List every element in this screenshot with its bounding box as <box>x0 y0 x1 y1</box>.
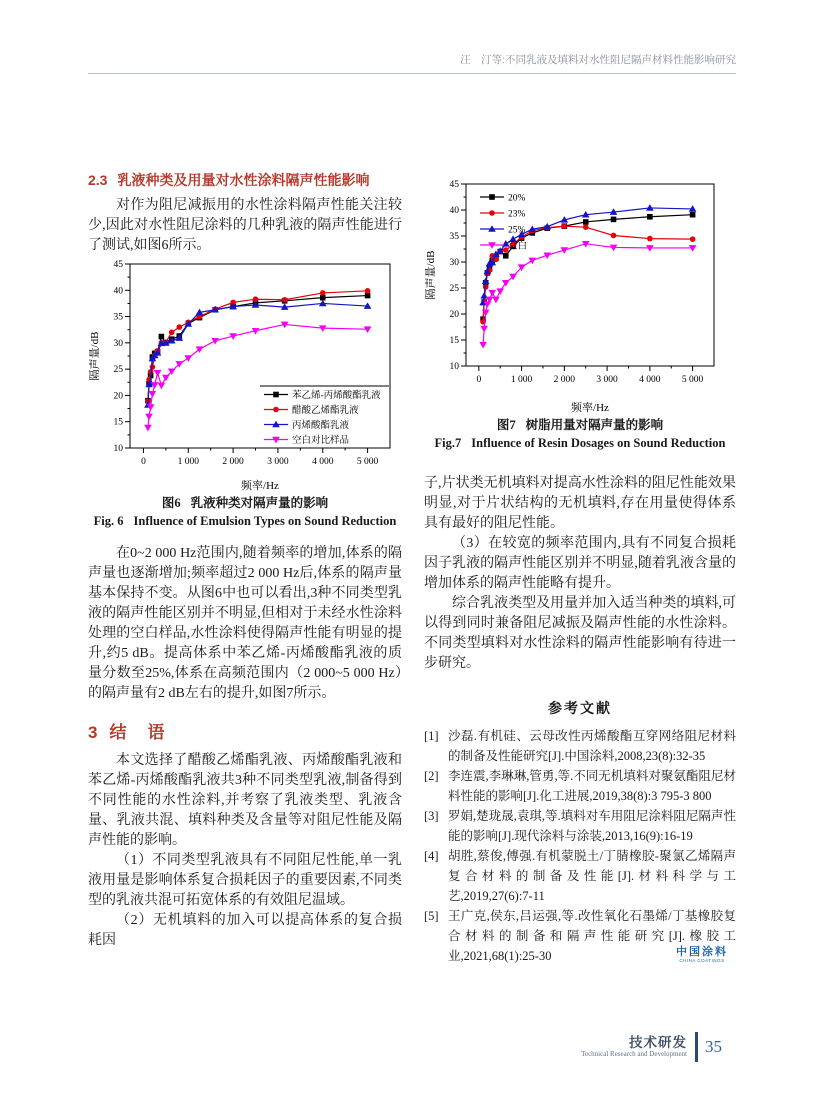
svg-text:苯乙烯-丙烯酸酯乳液: 苯乙烯-丙烯酸酯乳液 <box>292 391 381 401</box>
paragraph-point2-start: （2）无机填料的加入可以提高体系的复合损耗因 <box>88 913 402 948</box>
references-list <box>424 726 736 966</box>
paragraph-conclusion-intro: 本文选择了醋酸乙烯酯乳液、丙烯酸酯乳液和苯乙烯-丙烯酸酯乳液共3种不同类型乳液,制备得到不同性能的水性涂料,并考察了乳液类型、乳液含量、乳液共混、填料种类及含量等对阻尼性能及隔声性能的影响。 <box>88 753 402 848</box>
footer-section-en: Technical Research and Development <box>581 1050 687 1058</box>
reference-item: [4] 胡胜,蔡俊,傅强.有机蒙脱土/丁腈橡胶-聚氯乙烯隔声复合材料的制备及性能[J].材料科学与工艺,2019,27(6):7-11 <box>424 849 736 903</box>
svg-text:45: 45 <box>113 260 123 270</box>
footer-divider-bar <box>695 1032 698 1062</box>
svg-text:25: 25 <box>449 284 459 294</box>
paragraph-summary: 综合乳液类型及用量并加入适当种类的填料,可以得到同时兼备阻尼减振及隔声性能的水性涂料。不同类型填料对水性涂料的隔声性能影响有待进一步研究。 <box>424 596 736 671</box>
svg-text:10: 10 <box>449 362 459 372</box>
svg-text:15: 15 <box>113 417 123 428</box>
svg-text:0: 0 <box>476 375 482 385</box>
svg-text:2 000: 2 000 <box>553 375 576 385</box>
fig7-line-chart <box>424 170 726 416</box>
right-column <box>424 170 736 966</box>
svg-text:1 000: 1 000 <box>177 457 199 467</box>
reference-item: [3] 罗娟,楚珑晟,袁琪,等.填料对车用阻尼涂料阻尼隔声性能的影响[J].现代涂料与涂装,2013,16(9):16-19 <box>424 809 736 843</box>
svg-text:20: 20 <box>449 310 459 320</box>
svg-text:25: 25 <box>113 365 123 376</box>
paragraph-intro: 对作为阻尼减振用的水性涂料隔声性能关注较少,因此对水性阻尼涂料的几种乳液的隔声性能进行了测试,如图6所示。 <box>88 198 402 253</box>
svg-text:3 000: 3 000 <box>596 375 618 385</box>
svg-text:10: 10 <box>113 444 123 454</box>
svg-text:25%: 25% <box>508 225 526 236</box>
section-3-heading <box>88 718 402 743</box>
page-number: 35 <box>705 1037 722 1056</box>
svg-text:35: 35 <box>113 312 123 323</box>
svg-text:15: 15 <box>449 336 459 346</box>
svg-text:20%: 20% <box>508 193 526 204</box>
svg-text:空白对比样品: 空白对比样品 <box>292 436 350 446</box>
svg-text:频率/Hz: 频率/Hz <box>571 402 609 414</box>
svg-text:3 000: 3 000 <box>267 457 289 467</box>
svg-text:5 000: 5 000 <box>681 375 704 385</box>
svg-text:隔声量/dB: 隔声量/dB <box>425 250 437 300</box>
left-column <box>88 170 402 951</box>
paragraph-analysis: 在0~2 000 Hz范围内,随着频率的增加,体系的隔声量也逐渐增加;频率超过2 000 Hz后,体系的隔声量基本保持不变。从图6中也可以看出,3种不同类型乳液的隔声性能区别并不明显,但相对于未经水性涂料处理的空白样品,水性涂料使得隔声性能有明显的提升,约5 dB。提高体系中苯乙烯-丙烯酸酯乳液的质量分数至25%,体系在高频范围内（2 000~5 000 Hz）的隔声量有2 dB左右的提升,如图7所示。 <box>88 546 402 701</box>
svg-text:45: 45 <box>449 180 459 190</box>
svg-text:30: 30 <box>113 338 123 349</box>
svg-text:隔声量/dB: 隔声量/dB <box>89 331 101 381</box>
section-2-3-heading <box>88 170 402 190</box>
fig6-caption-en: Fig. 6 Influence of Emulsion Types on Sound Reduction <box>93 514 397 528</box>
svg-text:40: 40 <box>449 206 459 216</box>
section-number: 2.3 <box>88 172 108 188</box>
running-head: 汪 汀等:不同乳液及填料对水性阻尼隔声材料性能影响研究 <box>460 54 736 66</box>
section-title: 结 语 <box>109 723 167 742</box>
china-coatings-logo: 中国涂料 CHINA COATINGS <box>676 946 728 963</box>
svg-text:空白: 空白 <box>508 241 528 252</box>
fig6-line-chart <box>88 256 402 494</box>
fig7-caption-en: Fig.7 Influence of Resin Dosages on Sound Reduction <box>434 436 726 450</box>
paragraph-point2-cont: 子,片状类无机填料对提高水性涂料的阻尼性能效果明显,对于片状结构的无机填料,存在用量使得体系具有最好的阻尼性能。 <box>424 476 736 531</box>
reference-item: [1] 沙磊.有机硅、云母改性丙烯酸酯互穿网络阻尼材料的制备及性能研究[J].中国涂料,2008,23(8):32-35 <box>424 729 736 763</box>
svg-text:5 000: 5 000 <box>356 457 379 467</box>
svg-text:频率/Hz: 频率/Hz <box>241 480 279 492</box>
footer-section-zh: 技术研发 <box>629 1035 687 1050</box>
svg-text:醋酸乙烯酯乳液: 醋酸乙烯酯乳液 <box>292 406 359 416</box>
svg-text:丙烯酸酯乳液: 丙烯酸酯乳液 <box>292 421 350 431</box>
svg-text:1 000: 1 000 <box>510 375 533 385</box>
svg-text:23%: 23% <box>508 209 526 220</box>
svg-text:40: 40 <box>113 286 123 297</box>
svg-text:2 000: 2 000 <box>222 457 244 467</box>
svg-text:0: 0 <box>141 457 146 467</box>
fig6-caption-zh: 图6 乳液种类对隔声量的影响 <box>161 496 329 510</box>
header-rule <box>88 73 736 74</box>
reference-item: [5] 王广克,侯东,吕运强,等.改性氧化石墨烯/丁基橡胶复合材料的制备和隔声性能研究[J].橡胶工业,2021,68(1):25-30 <box>424 909 736 963</box>
reference-item: [2] 李连震,李琳琳,管勇,等.不同无机填料对聚氨酯阻尼材料性能的影响[J].化工进展,2019,38(8):3 795-3 800 <box>424 769 736 803</box>
svg-text:20: 20 <box>113 391 123 402</box>
section-number: 3 <box>88 723 100 742</box>
svg-text:30: 30 <box>449 258 459 268</box>
svg-text:35: 35 <box>449 232 459 242</box>
paragraph-point1: （1）不同类型乳液具有不同阻尼性能,单一乳液用量是影响体系复合损耗因子的重要因素,不同类型的乳液共混可拓宽体系的有效阻尼温域。 <box>88 853 402 908</box>
section-title: 乳液种类及用量对水性涂料隔声性能影响 <box>117 172 370 188</box>
fig7-caption-zh: 图7 树脂用量对隔声量的影响 <box>496 418 664 432</box>
page-footer <box>500 1032 722 1062</box>
footer-section-labels <box>581 1035 687 1059</box>
references-title: 参考文献 <box>548 702 612 717</box>
svg-text:4 000: 4 000 <box>639 375 661 385</box>
paragraph-point3: （3）在较宽的频率范围内,具有不同复合损耗因子乳液的隔声性能区别并不明显,随着乳液含量的增加体系的隔声性能略有提升。 <box>424 536 736 591</box>
svg-text:4 000: 4 000 <box>312 457 334 467</box>
